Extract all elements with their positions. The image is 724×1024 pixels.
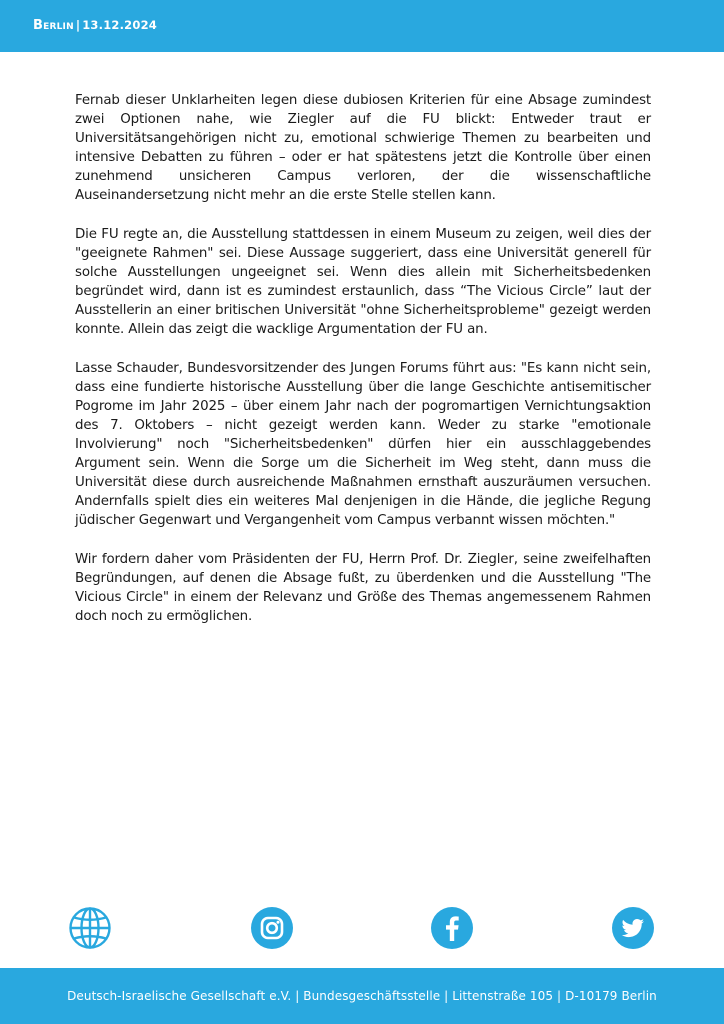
- globe-icon[interactable]: [68, 906, 112, 950]
- footer-bar: [0, 968, 724, 1024]
- header-date: 13.12.2024: [82, 18, 157, 32]
- facebook-icon[interactable]: [430, 906, 474, 950]
- twitter-icon[interactable]: [611, 906, 655, 950]
- article-body: [75, 91, 651, 646]
- paragraph: Lasse Schauder, Bundesvorsitzender des Jungen Forums führt aus: "Es kann nicht sein, dass eine fundierte historische Ausstellung über die lange Geschichte antisemitischer Pogrome im Jahr 2025 – über einem Jahr nach der pogromartigen Vernichtungsaktion des 7. Oktobers – nicht gezeigt werden kann. Weder zu starke "emotionale Involvierung" noch "Sicherheitsbedenken" dürfen hier ein ausschlaggebendes Argument sein. Wenn die Sorge um die Sicherheit im Weg steht, dann muss die Universität diese durch ausreichende Maßnahmen ernsthaft auszuräumen versuchen. Andernfalls spielt dies ein weiteres Mal denjenigen in die Hände, die jegliche Regung jüdischer Gegenwart und Vergangenheit vom Campus verbannt wissen möchten.": [75, 361, 651, 528]
- paragraph: Die FU regte an, die Ausstellung stattdessen in einem Museum zu zeigen, weil dies der "geeignete Rahmen" sei. Diese Aussage suggeriert, dass eine Universität generell für solche Ausstellungen ungeeignet sei. Wenn dies allein mit Sicherheitsbedenken begründet wird, dann ist es zumindest erstaunlich, dass “The Vicious Circle” laut der Ausstellerin an einer britischen Universität "ohne Sicherheitsprobleme" gezeigt werden konnte. Allein das zeigt die wacklige Argumentation der FU an.: [75, 227, 651, 337]
- header-separator: |: [75, 18, 81, 32]
- social-icons-row: [0, 906, 724, 952]
- footer-address: Deutsch-Israelische Gesellschaft e.V. | Bundesgeschäftsstelle | Littenstraße 105 | D-10179 Berlin: [67, 989, 657, 1003]
- paragraph: Fernab dieser Unklarheiten legen diese dubiosen Kriterien für eine Absage zumindest zwei Optionen nahe, wie Ziegler auf die FU blickt: Entweder traut er Universitätsangehörigen nicht zu, emotional schwierige Themen zu bearbeiten und intensive Debatten zu führen – oder er hat spätestens jetzt die Kontrolle über einen zunehmend unsicheren Campus verloren, der die wissenschaftliche Auseinandersetzung nicht mehr an die erste Stelle stellen kann.: [75, 93, 651, 203]
- header-city: Berlin: [33, 18, 74, 33]
- header-dateline: [33, 18, 157, 33]
- header-bar: [0, 0, 724, 52]
- instagram-icon[interactable]: [250, 906, 294, 950]
- paragraph: Wir fordern daher vom Präsidenten der FU, Herrn Prof. Dr. Ziegler, seine zweifelhaften Begründungen, auf denen die Absage fußt, zu überdenken und die Ausstellung "The Vicious Circle" in einem der Relevanz und Größe des Themas angemessenem Rahmen doch noch zu ermöglichen.: [75, 552, 651, 624]
